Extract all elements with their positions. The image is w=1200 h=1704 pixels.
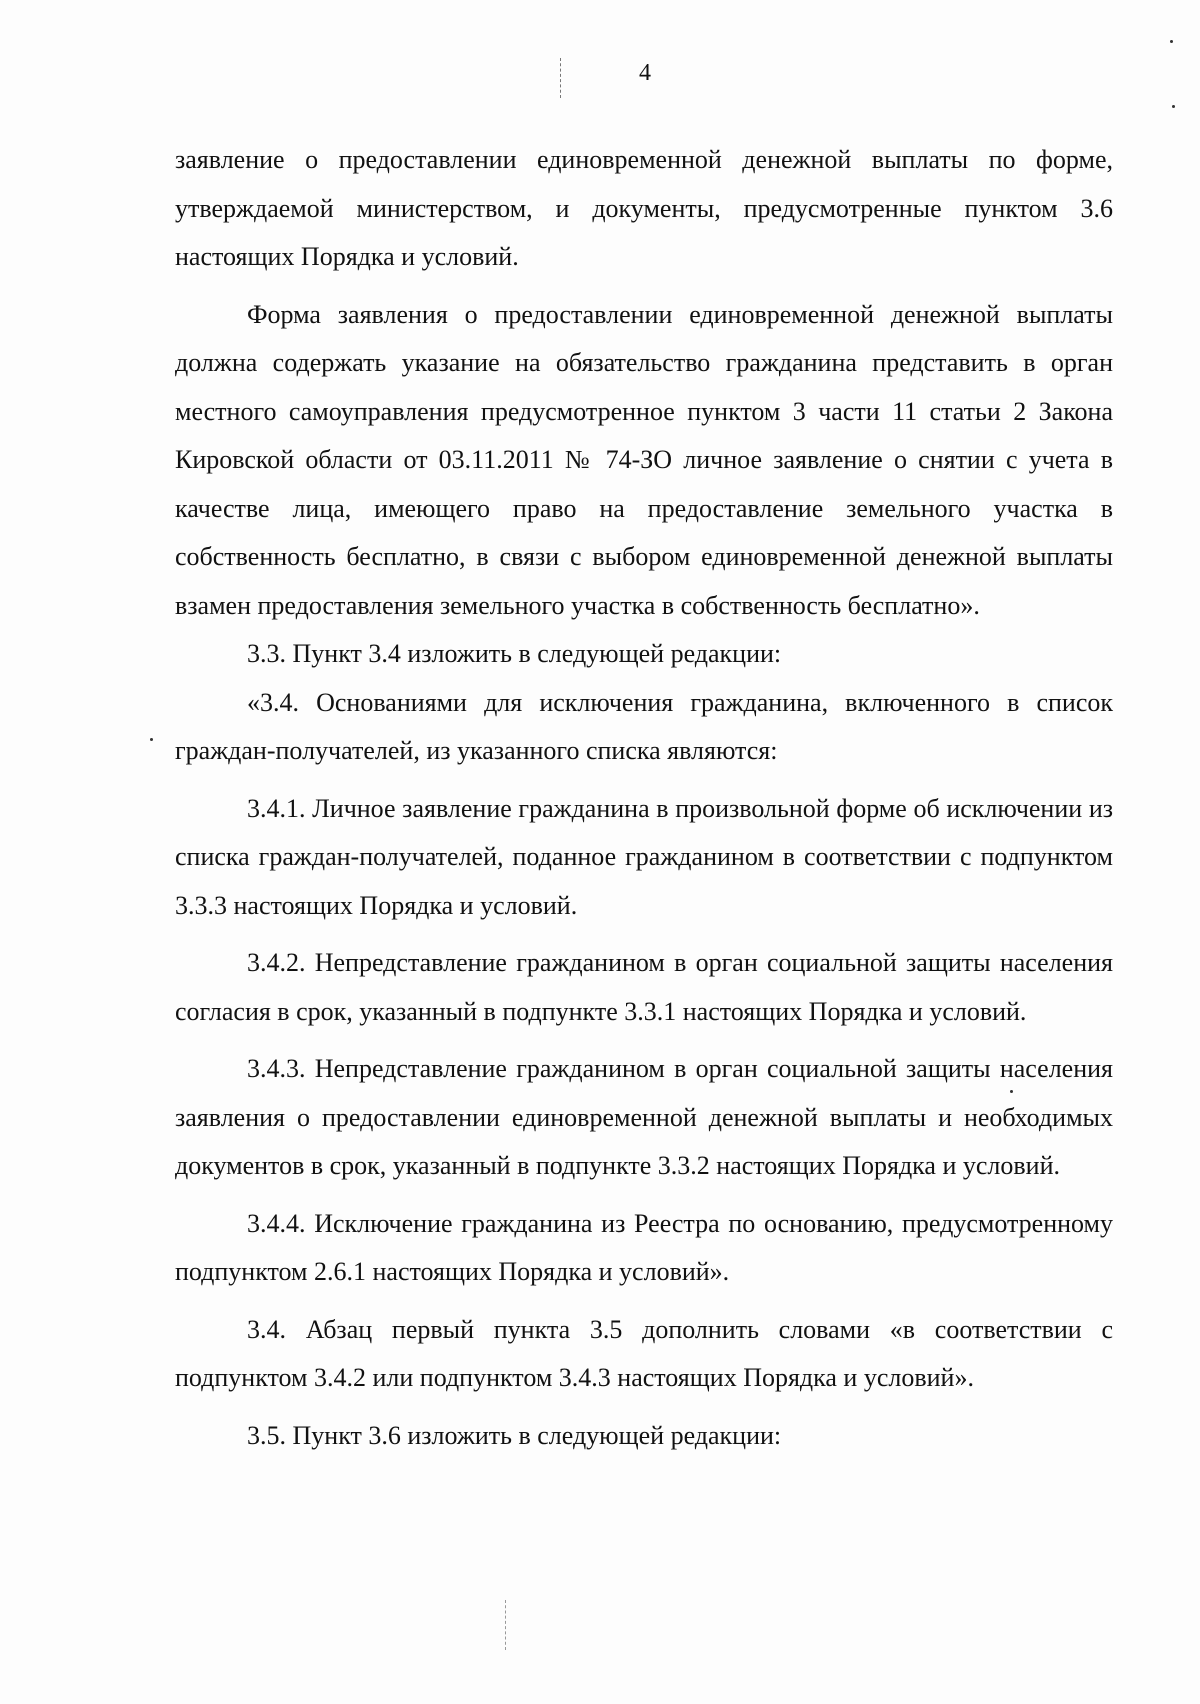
paragraph-item-3-4-3: 3.4.3. Непредставление гражданином в орган социальной защиты населения заявления о предоставлении единовременной денежной выплаты и необходимых документов в срок, указанный в подпункте 3.3.2 настоящих Порядка и условий. [175, 1054, 1113, 1180]
paragraph-item-3-4-1: 3.4.1. Личное заявление гражданина в произвольной форме об исключении из списка граждан-получателей, поданное гражданином в соответствии с подпунктом 3.3.3 настоящих Порядка и условий. [175, 793, 1113, 920]
paragraph-item-3-4-amend: 3.4. Абзац первый пункта 3.5 дополнить словами «в соответствии с подпунктом 3.4.2 или подпунктом 3.4.3 настоящих Порядка и условий». [175, 1314, 1113, 1392]
document-body [175, 136, 1113, 1460]
paragraph-item-3-4-2: 3.4.2. Непредставление гражданином в орган социальной защиты населения согласия в срок, указанный в подпункте 3.3.1 настоящих Порядка и условий. [175, 948, 1113, 1026]
paragraph-continuation: заявление о предоставлении единовременной денежной выплаты по форме, утверждаемой министерством, и документы, предусмотренные пунктом 3.6 настоящих Порядка и условий. [175, 145, 1113, 271]
paragraph-item-3-5: 3.5. Пункт 3.6 изложить в следующей редакции: [247, 1420, 782, 1450]
paragraph-item-3-4-intro: «3.4. Основаниями для исключения гражданина, включенного в список граждан-получателей, из указанного списка являются: [175, 687, 1113, 765]
page-number: 4 [639, 60, 651, 86]
paragraph-item-3-3: 3.3. Пункт 3.4 изложить в следующей редакции: [247, 639, 782, 668]
paragraph-item-3-4-4: 3.4.4. Исключение гражданина из Реестра по основанию, предусмотренному подпунктом 2.6.1 настоящих Порядка и условий». [175, 1208, 1113, 1286]
scan-artifact [150, 738, 153, 741]
scan-artifact [505, 1600, 507, 1650]
paragraph-form-requirements: Форма заявления о предоставлении единовременной денежной выплаты должна содержать указание на обязательство гражданина представить в орган местного самоуправления предусмотренное пунктом 3 части 11 статьи 2 Закона Кировской области от 03.11.2011 № 74-ЗО личное заявление о снятии с учета в качестве лица, имеющего право на предоставление земельного участка в собственность бесплатно, в связи с выбором единовременной денежной выплаты взамен предоставления земельного участка в собственность бесплатно». [175, 299, 1113, 620]
scan-artifact [1170, 40, 1173, 43]
scan-artifact [1172, 105, 1175, 108]
